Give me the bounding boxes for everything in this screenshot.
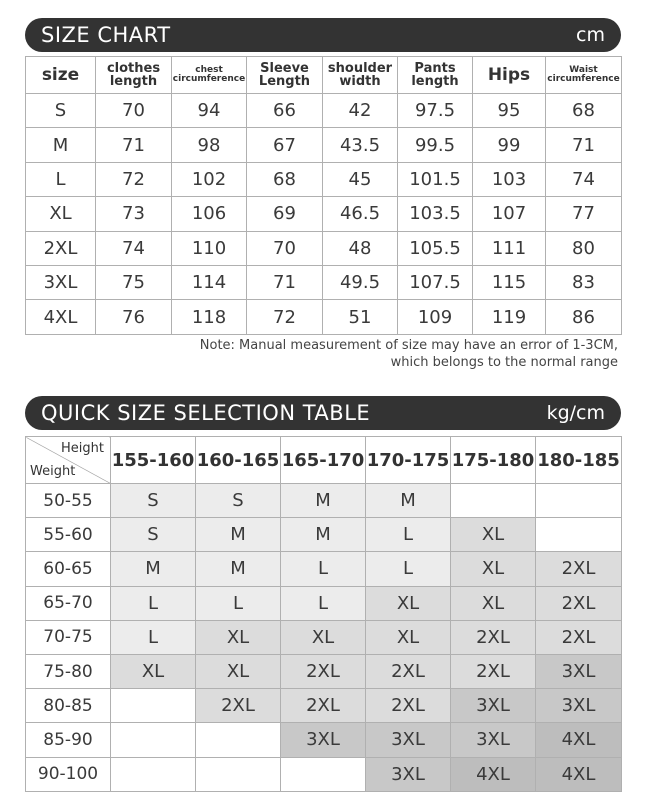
measurement-cell: 68 bbox=[546, 94, 622, 128]
measurement-cell: 75 bbox=[96, 265, 172, 299]
recommended-size-cell: XL bbox=[196, 620, 281, 654]
corner-weight-label: Weight bbox=[30, 464, 76, 479]
quick-table-header bbox=[25, 396, 621, 430]
measurement-cell: 42 bbox=[323, 94, 398, 128]
weight-label-cell: 70-75 bbox=[26, 620, 111, 654]
measurement-cell: 67 bbox=[247, 128, 323, 162]
weight-label-cell: 60-65 bbox=[26, 552, 111, 586]
recommended-size-cell: 2XL bbox=[366, 654, 451, 688]
recommended-size-cell: L bbox=[281, 586, 366, 620]
measurement-cell: 110 bbox=[172, 231, 247, 265]
recommended-size-cell: S bbox=[111, 484, 196, 518]
measurement-cell: 98 bbox=[172, 128, 247, 162]
recommended-size-cell: XL bbox=[451, 518, 536, 552]
measurement-cell: 68 bbox=[247, 162, 323, 196]
size-row bbox=[26, 265, 622, 299]
measurement-cell: 95 bbox=[473, 94, 546, 128]
column-header-waist: Waist circumference bbox=[546, 57, 622, 94]
measurement-cell: 66 bbox=[247, 94, 323, 128]
recommended-size-cell: M bbox=[281, 484, 366, 518]
measurement-cell: 49.5 bbox=[323, 265, 398, 299]
recommended-size-cell: 2XL bbox=[536, 552, 622, 586]
empty-cell bbox=[536, 518, 622, 552]
measurement-cell: 74 bbox=[546, 162, 622, 196]
measurement-cell: 103 bbox=[473, 162, 546, 196]
measurement-cell: 71 bbox=[247, 265, 323, 299]
size-chart-header-row bbox=[26, 57, 622, 94]
column-header-chest: chest circumference bbox=[172, 57, 247, 94]
size-chart-unit: cm bbox=[576, 24, 605, 46]
measurement-cell: 46.5 bbox=[323, 197, 398, 231]
recommended-size-cell: M bbox=[111, 552, 196, 586]
recommended-size-cell: XL bbox=[196, 654, 281, 688]
size-chart-header bbox=[25, 18, 621, 52]
recommended-size-cell: XL bbox=[451, 586, 536, 620]
measurement-cell: 102 bbox=[172, 162, 247, 196]
measurement-cell: 69 bbox=[247, 197, 323, 231]
recommended-size-cell: 3XL bbox=[536, 654, 622, 688]
measurement-cell: 86 bbox=[546, 300, 622, 334]
recommended-size-cell: L bbox=[281, 552, 366, 586]
note-line-1: Note: Manual measurement of size may have an error of 1-3CM, bbox=[199, 338, 618, 353]
recommended-size-cell: M bbox=[196, 552, 281, 586]
weight-label-cell: 85-90 bbox=[26, 723, 111, 757]
size-label-cell: 4XL bbox=[26, 300, 96, 334]
measurement-cell: 107.5 bbox=[398, 265, 473, 299]
column-header-hips: Hips bbox=[473, 57, 546, 94]
recommended-size-cell: XL bbox=[111, 654, 196, 688]
measurement-cell: 80 bbox=[546, 231, 622, 265]
recommended-size-cell: 3XL bbox=[451, 723, 536, 757]
measurement-cell: 119 bbox=[473, 300, 546, 334]
measurement-cell: 73 bbox=[96, 197, 172, 231]
weight-row bbox=[26, 689, 622, 723]
weight-row bbox=[26, 586, 622, 620]
recommended-size-cell: 2XL bbox=[196, 689, 281, 723]
recommended-size-cell: 4XL bbox=[536, 723, 622, 757]
weight-row bbox=[26, 757, 622, 791]
recommended-size-cell: 2XL bbox=[451, 620, 536, 654]
weight-label-cell: 75-80 bbox=[26, 654, 111, 688]
measurement-cell: 71 bbox=[96, 128, 172, 162]
recommended-size-cell: L bbox=[366, 518, 451, 552]
size-label-cell: 3XL bbox=[26, 265, 96, 299]
recommended-size-cell: 2XL bbox=[536, 620, 622, 654]
size-row bbox=[26, 197, 622, 231]
height-header: 155-160 bbox=[111, 437, 196, 484]
height-header: 160-165 bbox=[196, 437, 281, 484]
measurement-cell: 106 bbox=[172, 197, 247, 231]
corner-cell bbox=[26, 437, 111, 484]
height-header: 175-180 bbox=[451, 437, 536, 484]
measurement-cell: 72 bbox=[96, 162, 172, 196]
weight-label-cell: 90-100 bbox=[26, 757, 111, 791]
size-chart-table bbox=[25, 56, 622, 335]
size-label-cell: 2XL bbox=[26, 231, 96, 265]
recommended-size-cell: M bbox=[281, 518, 366, 552]
recommended-size-cell: 3XL bbox=[536, 689, 622, 723]
weight-row bbox=[26, 654, 622, 688]
weight-row bbox=[26, 723, 622, 757]
recommended-size-cell: 3XL bbox=[366, 723, 451, 757]
measurement-cell: 103.5 bbox=[398, 197, 473, 231]
column-header-sleeve: Sleeve Length bbox=[247, 57, 323, 94]
measurement-cell: 97.5 bbox=[398, 94, 473, 128]
recommended-size-cell: 2XL bbox=[366, 689, 451, 723]
recommended-size-cell: L bbox=[111, 586, 196, 620]
weight-row bbox=[26, 620, 622, 654]
quick-table-unit: kg/cm bbox=[546, 402, 605, 424]
measurement-cell: 99 bbox=[473, 128, 546, 162]
measurement-cell: 83 bbox=[546, 265, 622, 299]
measurement-cell: 76 bbox=[96, 300, 172, 334]
quick-table-title: QUICK SIZE SELECTION TABLE bbox=[41, 401, 371, 425]
weight-label-cell: 65-70 bbox=[26, 586, 111, 620]
measurement-note bbox=[200, 337, 618, 371]
measurement-cell: 111 bbox=[473, 231, 546, 265]
recommended-size-cell: S bbox=[196, 484, 281, 518]
height-header: 170-175 bbox=[366, 437, 451, 484]
measurement-cell: 71 bbox=[546, 128, 622, 162]
empty-cell bbox=[111, 757, 196, 791]
recommended-size-cell: XL bbox=[451, 552, 536, 586]
recommended-size-cell: 2XL bbox=[536, 586, 622, 620]
recommended-size-cell: L bbox=[111, 620, 196, 654]
size-label-cell: XL bbox=[26, 197, 96, 231]
corner-height-label: Height bbox=[61, 441, 104, 456]
size-label-cell: M bbox=[26, 128, 96, 162]
recommended-size-cell: 4XL bbox=[536, 757, 622, 791]
recommended-size-cell: 2XL bbox=[281, 689, 366, 723]
measurement-cell: 99.5 bbox=[398, 128, 473, 162]
measurement-cell: 101.5 bbox=[398, 162, 473, 196]
size-row bbox=[26, 94, 622, 128]
measurement-cell: 48 bbox=[323, 231, 398, 265]
measurement-cell: 51 bbox=[323, 300, 398, 334]
empty-cell bbox=[281, 757, 366, 791]
column-header-clothes-length: clothes length bbox=[96, 57, 172, 94]
size-row bbox=[26, 162, 622, 196]
weight-row bbox=[26, 518, 622, 552]
measurement-cell: 114 bbox=[172, 265, 247, 299]
quick-size-table bbox=[25, 436, 622, 792]
size-row bbox=[26, 300, 622, 334]
recommended-size-cell: S bbox=[111, 518, 196, 552]
measurement-cell: 94 bbox=[172, 94, 247, 128]
empty-cell bbox=[536, 484, 622, 518]
size-label-cell: L bbox=[26, 162, 96, 196]
note-line-2: which belongs to the normal range bbox=[390, 355, 618, 370]
measurement-cell: 43.5 bbox=[323, 128, 398, 162]
empty-cell bbox=[196, 723, 281, 757]
quick-table-header-row bbox=[26, 437, 622, 484]
empty-cell bbox=[451, 484, 536, 518]
measurement-cell: 118 bbox=[172, 300, 247, 334]
empty-cell bbox=[196, 757, 281, 791]
column-header-shoulder: shoulder width bbox=[323, 57, 398, 94]
size-chart-title: SIZE CHART bbox=[41, 23, 171, 47]
column-header-size: size bbox=[26, 57, 96, 94]
weight-label-cell: 50-55 bbox=[26, 484, 111, 518]
measurement-cell: 77 bbox=[546, 197, 622, 231]
recommended-size-cell: 2XL bbox=[281, 654, 366, 688]
recommended-size-cell: L bbox=[366, 552, 451, 586]
recommended-size-cell: 3XL bbox=[451, 689, 536, 723]
recommended-size-cell: XL bbox=[281, 620, 366, 654]
measurement-cell: 115 bbox=[473, 265, 546, 299]
measurement-cell: 45 bbox=[323, 162, 398, 196]
column-header-pants-length: Pants length bbox=[398, 57, 473, 94]
recommended-size-cell: XL bbox=[366, 586, 451, 620]
recommended-size-cell: 3XL bbox=[366, 757, 451, 791]
measurement-cell: 109 bbox=[398, 300, 473, 334]
measurement-cell: 72 bbox=[247, 300, 323, 334]
measurement-cell: 70 bbox=[96, 94, 172, 128]
recommended-size-cell: XL bbox=[366, 620, 451, 654]
size-row bbox=[26, 128, 622, 162]
measurement-cell: 74 bbox=[96, 231, 172, 265]
recommended-size-cell: 3XL bbox=[281, 723, 366, 757]
empty-cell bbox=[111, 689, 196, 723]
weight-label-cell: 80-85 bbox=[26, 689, 111, 723]
size-row bbox=[26, 231, 622, 265]
recommended-size-cell: L bbox=[196, 586, 281, 620]
recommended-size-cell: 4XL bbox=[451, 757, 536, 791]
recommended-size-cell: M bbox=[196, 518, 281, 552]
weight-row bbox=[26, 552, 622, 586]
height-header: 165-170 bbox=[281, 437, 366, 484]
weight-label-cell: 55-60 bbox=[26, 518, 111, 552]
height-header: 180-185 bbox=[536, 437, 622, 484]
measurement-cell: 70 bbox=[247, 231, 323, 265]
recommended-size-cell: 2XL bbox=[451, 654, 536, 688]
measurement-cell: 105.5 bbox=[398, 231, 473, 265]
size-label-cell: S bbox=[26, 94, 96, 128]
recommended-size-cell: M bbox=[366, 484, 451, 518]
empty-cell bbox=[111, 723, 196, 757]
measurement-cell: 107 bbox=[473, 197, 546, 231]
weight-row bbox=[26, 484, 622, 518]
